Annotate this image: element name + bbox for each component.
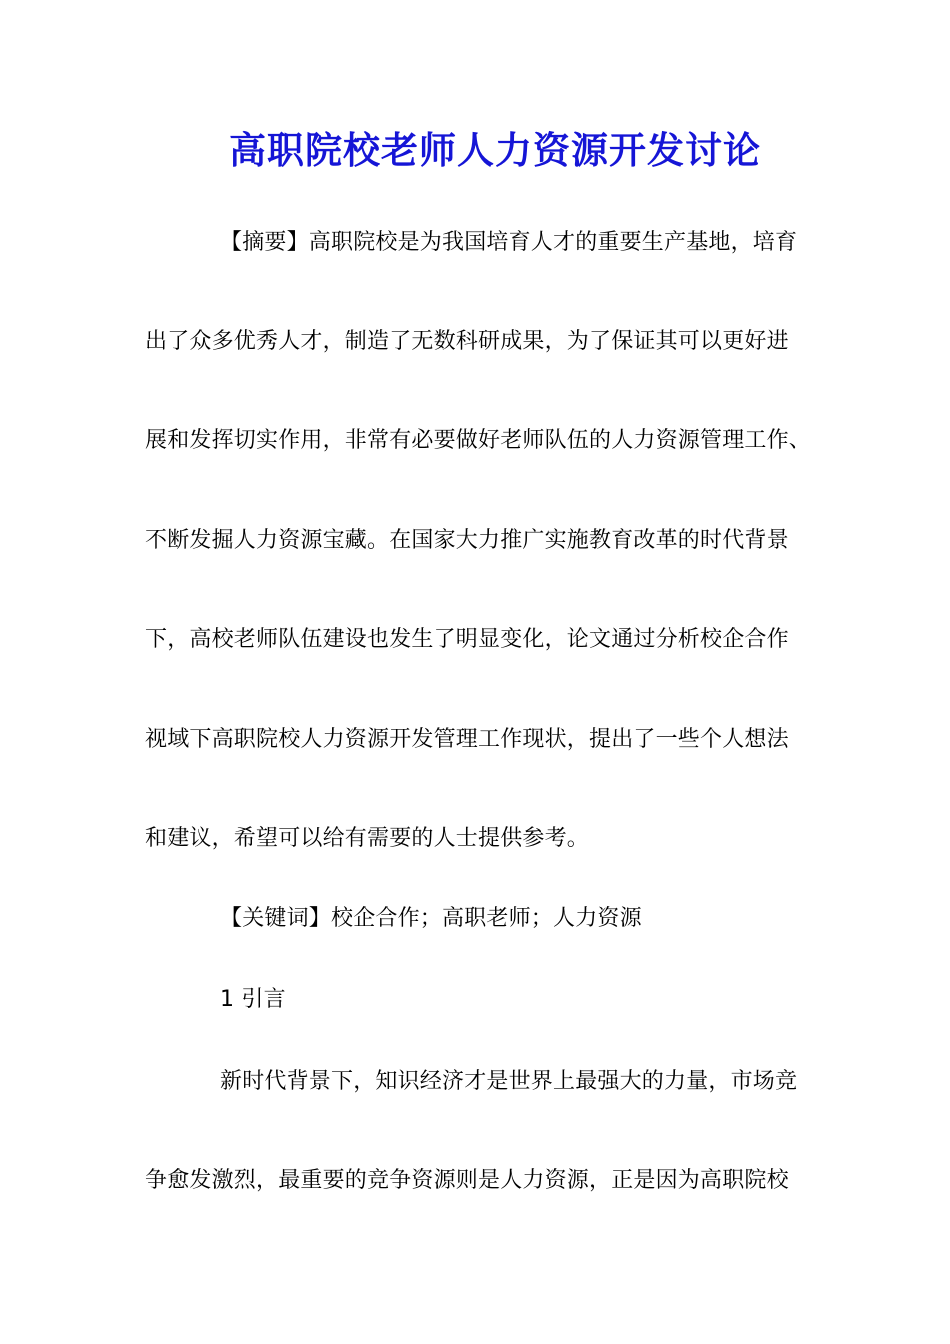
abstract-line-2: 出了众多优秀人才，制造了无数科研成果，为了保证其可以更好进 [145, 329, 789, 354]
intro-line-1: 新时代背景下，知识经济才是世界上最强大的力量，市场竞 [220, 1069, 798, 1094]
keywords-line: 【关键词】校企合作；高职老师；人力资源 [220, 906, 642, 931]
section-heading: 1 引言 [220, 987, 286, 1012]
abstract-line-5: 下，高校老师队伍建设也发生了明显变化，论文通过分析校企合作 [145, 627, 789, 652]
abstract-line-3: 展和发挥切实作用，非常有必要做好老师队伍的人力资源管理工作、 [145, 428, 812, 453]
intro-line-2: 争愈发激烈，最重要的竞争资源则是人力资源，正是因为高职院校 [145, 1168, 789, 1193]
abstract-line-6: 视域下高职院校人力资源开发管理工作现状，提出了一些个人想法 [145, 727, 789, 752]
document-title: 高职院校老师人力资源开发讨论 [229, 128, 761, 172]
abstract-line-7: 和建议，希望可以给有需要的人士提供参考。 [145, 826, 590, 851]
abstract-line-1: 【摘要】高职院校是为我国培育人才的重要生产基地，培育 [220, 230, 798, 255]
abstract-line-4: 不断发掘人力资源宝藏。在国家大力推广实施教育改革的时代背景 [145, 528, 789, 553]
